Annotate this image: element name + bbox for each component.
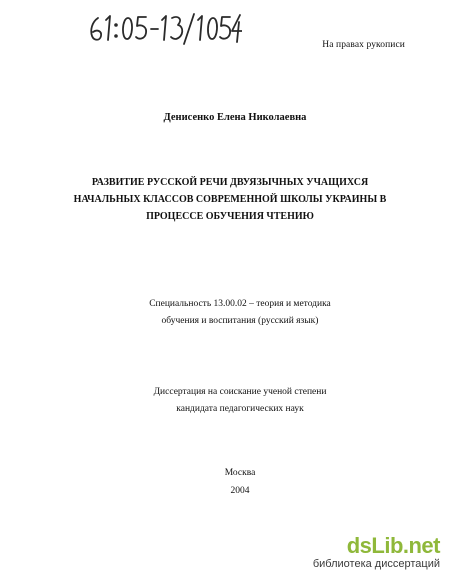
specialty-block bbox=[90, 296, 390, 330]
city: Москва bbox=[224, 468, 256, 478]
handwritten-code-drawing bbox=[86, 12, 242, 46]
degree-block bbox=[90, 384, 390, 418]
dslib-logo: dsLib.net bbox=[346, 533, 440, 558]
specialty-line: Специальность 13.00.02 – теория и методика bbox=[149, 299, 331, 309]
degree-line: кандидата педагогических наук bbox=[176, 404, 304, 414]
place-and-year bbox=[90, 464, 390, 500]
specialty-line: обучения и воспитания (русский язык) bbox=[161, 316, 319, 326]
title-line: ПРОЦЕССЕ ОБУЧЕНИЯ ЧТЕНИЮ bbox=[146, 211, 314, 222]
title-line: НАЧАЛЬНЫХ КЛАССОВ СОВРЕМЕННОЙ ШКОЛЫ УКРАИНЫ В bbox=[73, 194, 387, 205]
handwritten-archive-code bbox=[86, 12, 242, 46]
year: 2004 bbox=[230, 486, 250, 496]
title-line: РАЗВИТИЕ РУССКОЙ РЕЧИ ДВУЯЗЫЧНЫХ УЧАЩИХСЯ bbox=[91, 177, 369, 188]
manuscript-rights-note: На правах рукописи bbox=[322, 40, 405, 50]
dissertation-title bbox=[60, 174, 400, 225]
degree-line: Диссертация на соискание ученой степени bbox=[153, 387, 327, 397]
dslib-subtitle: библиотека диссертаций bbox=[312, 558, 440, 570]
author-name: Денисенко Елена Николаевна bbox=[163, 112, 307, 123]
dslib-watermark[interactable] bbox=[313, 535, 440, 571]
